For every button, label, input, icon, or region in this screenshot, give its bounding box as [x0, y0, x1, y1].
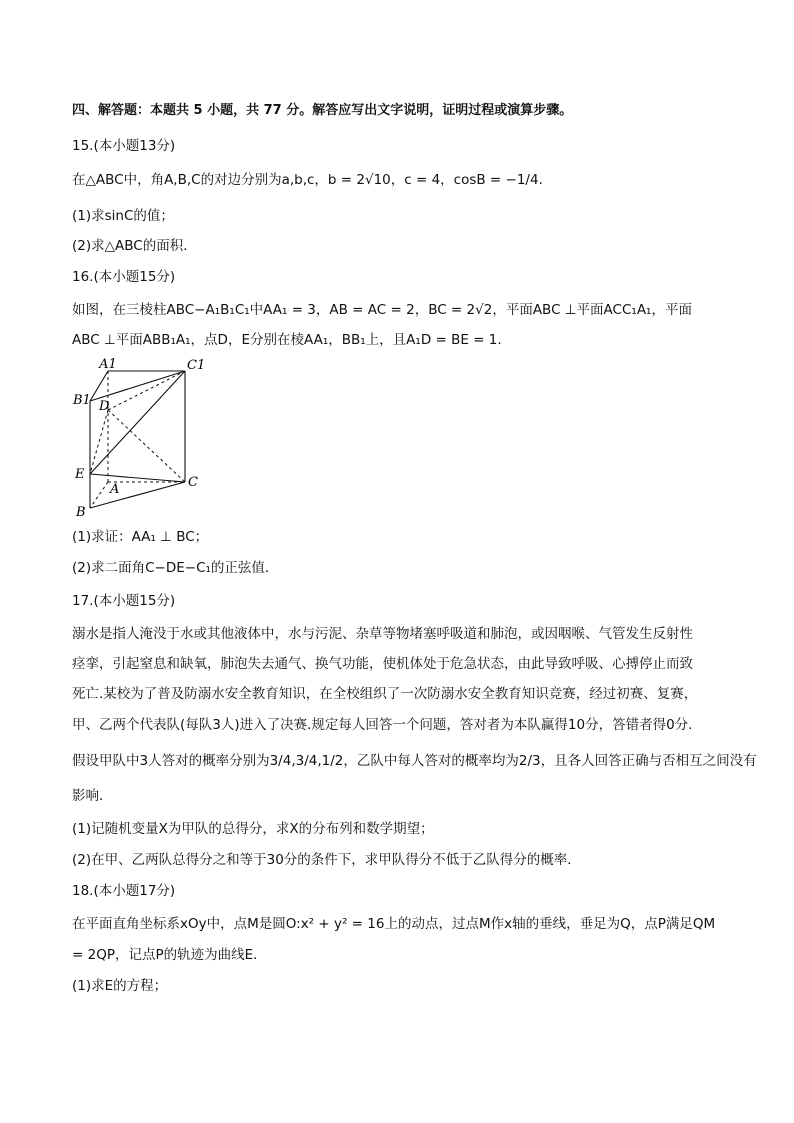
- problem-18-number: 18.: [72, 883, 94, 899]
- problem-16-header: [72, 267, 175, 287]
- label-a: A: [110, 482, 120, 497]
- label-b1: B1: [73, 393, 91, 408]
- problem-17-stem-line-5: 假设甲队中3人答对的概率分别为3/4,3/4,1/2，乙队中每人答对的概率均为2/3，且各人回答正确与否相互之间没有: [72, 753, 757, 769]
- label-c: C: [188, 475, 198, 490]
- problem-16-part-1: (1)求证：AA₁ ⊥ BC；: [72, 529, 209, 545]
- label-e: E: [75, 467, 85, 482]
- problem-16-part-2: (2)求二面角C−DE−C₁的正弦值．: [72, 560, 279, 576]
- problem-16-stem-line-1: 如图，在三棱柱ABC−A₁B₁C₁中AA₁ = 3，AB = AC = 2，BC = 2√2，平面ABC ⊥平面ACC₁A₁，平面: [72, 302, 692, 318]
- problem-17-header: [72, 591, 175, 611]
- problem-17-number: 17.: [72, 593, 94, 609]
- label-b: B: [76, 505, 86, 518]
- problem-18-part-1: (1)求E的方程；: [72, 978, 168, 994]
- problem-18-points: (本小题17分): [93, 883, 176, 899]
- problem-15-stem: 在△ABC中，角A,B,C的对边分别为a,b,c，b = 2√10，c = 4，cosB = −1/4.: [72, 172, 543, 188]
- label-c1: C1: [187, 358, 206, 373]
- problem-16-points: (本小题15分): [93, 269, 176, 285]
- problem-15-part-2: (2)求△ABC的面积．: [72, 238, 197, 254]
- problem-18-stem-line-2: = 2QP，记点P的轨迹为曲线E．: [72, 947, 267, 963]
- problem-18-header: [72, 881, 175, 901]
- prism-figure: [72, 358, 212, 518]
- problem-16-stem-line-2: ABC ⊥平面ABB₁A₁，点D，E分别在棱AA₁，BB₁上，且A₁D = BE = 1.: [72, 332, 502, 348]
- problem-15-header: [72, 136, 175, 156]
- problem-17-stem-line-1: 溺水是指人淹没于水或其他液体中，水与污泥、杂草等物堵塞呼吸道和肺泡，或因咽喉、气管发生反射性: [72, 626, 693, 642]
- problem-16-number: 16.: [72, 269, 94, 285]
- problem-17-part-2: (2)在甲、乙两队总得分之和等于30分的条件下，求甲队得分不低于乙队得分的概率．: [72, 852, 581, 868]
- section-title: 四、解答题：本题共 5 小题，共 77 分。解答应写出文字说明，证明过程或演算步骤。: [72, 103, 573, 118]
- problem-17-part-1: (1)记随机变量X为甲队的总得分，求X的分布列和数学期望；: [72, 821, 434, 837]
- label-d: D: [99, 399, 110, 414]
- problem-15-points: (本小题13分): [93, 138, 176, 154]
- problem-17-stem-line-6: 影响．: [72, 788, 113, 804]
- problem-17-stem-line-3: 死亡.某校为了普及防溺水安全教育知识，在全校组织了一次防溺水安全教育知识竞赛，经过初赛、复赛，: [72, 686, 698, 702]
- problem-15-number: 15.: [72, 138, 94, 154]
- problem-15-part-1: (1)求sinC的值；: [72, 208, 174, 224]
- problem-18-stem-line-1: 在平面直角坐标系xOy中，点M是圆O:x² + y² = 16上的动点，过点M作x轴的垂线，垂足为Q，点P满足QM: [72, 916, 716, 932]
- label-a1: A1: [99, 358, 117, 372]
- problem-17-stem-line-4: 甲、乙两个代表队(每队3人)进入了决赛.规定每人回答一个问题，答对者为本队赢得10分，答错者得0分.: [72, 717, 693, 733]
- problem-17-stem-line-2: 痉挛，引起窒息和缺氧，肺泡失去通气、换气功能，使机体处于危急状态，由此导致呼吸、心搏停止而致: [72, 656, 693, 672]
- problem-17-points: (本小题15分): [93, 593, 176, 609]
